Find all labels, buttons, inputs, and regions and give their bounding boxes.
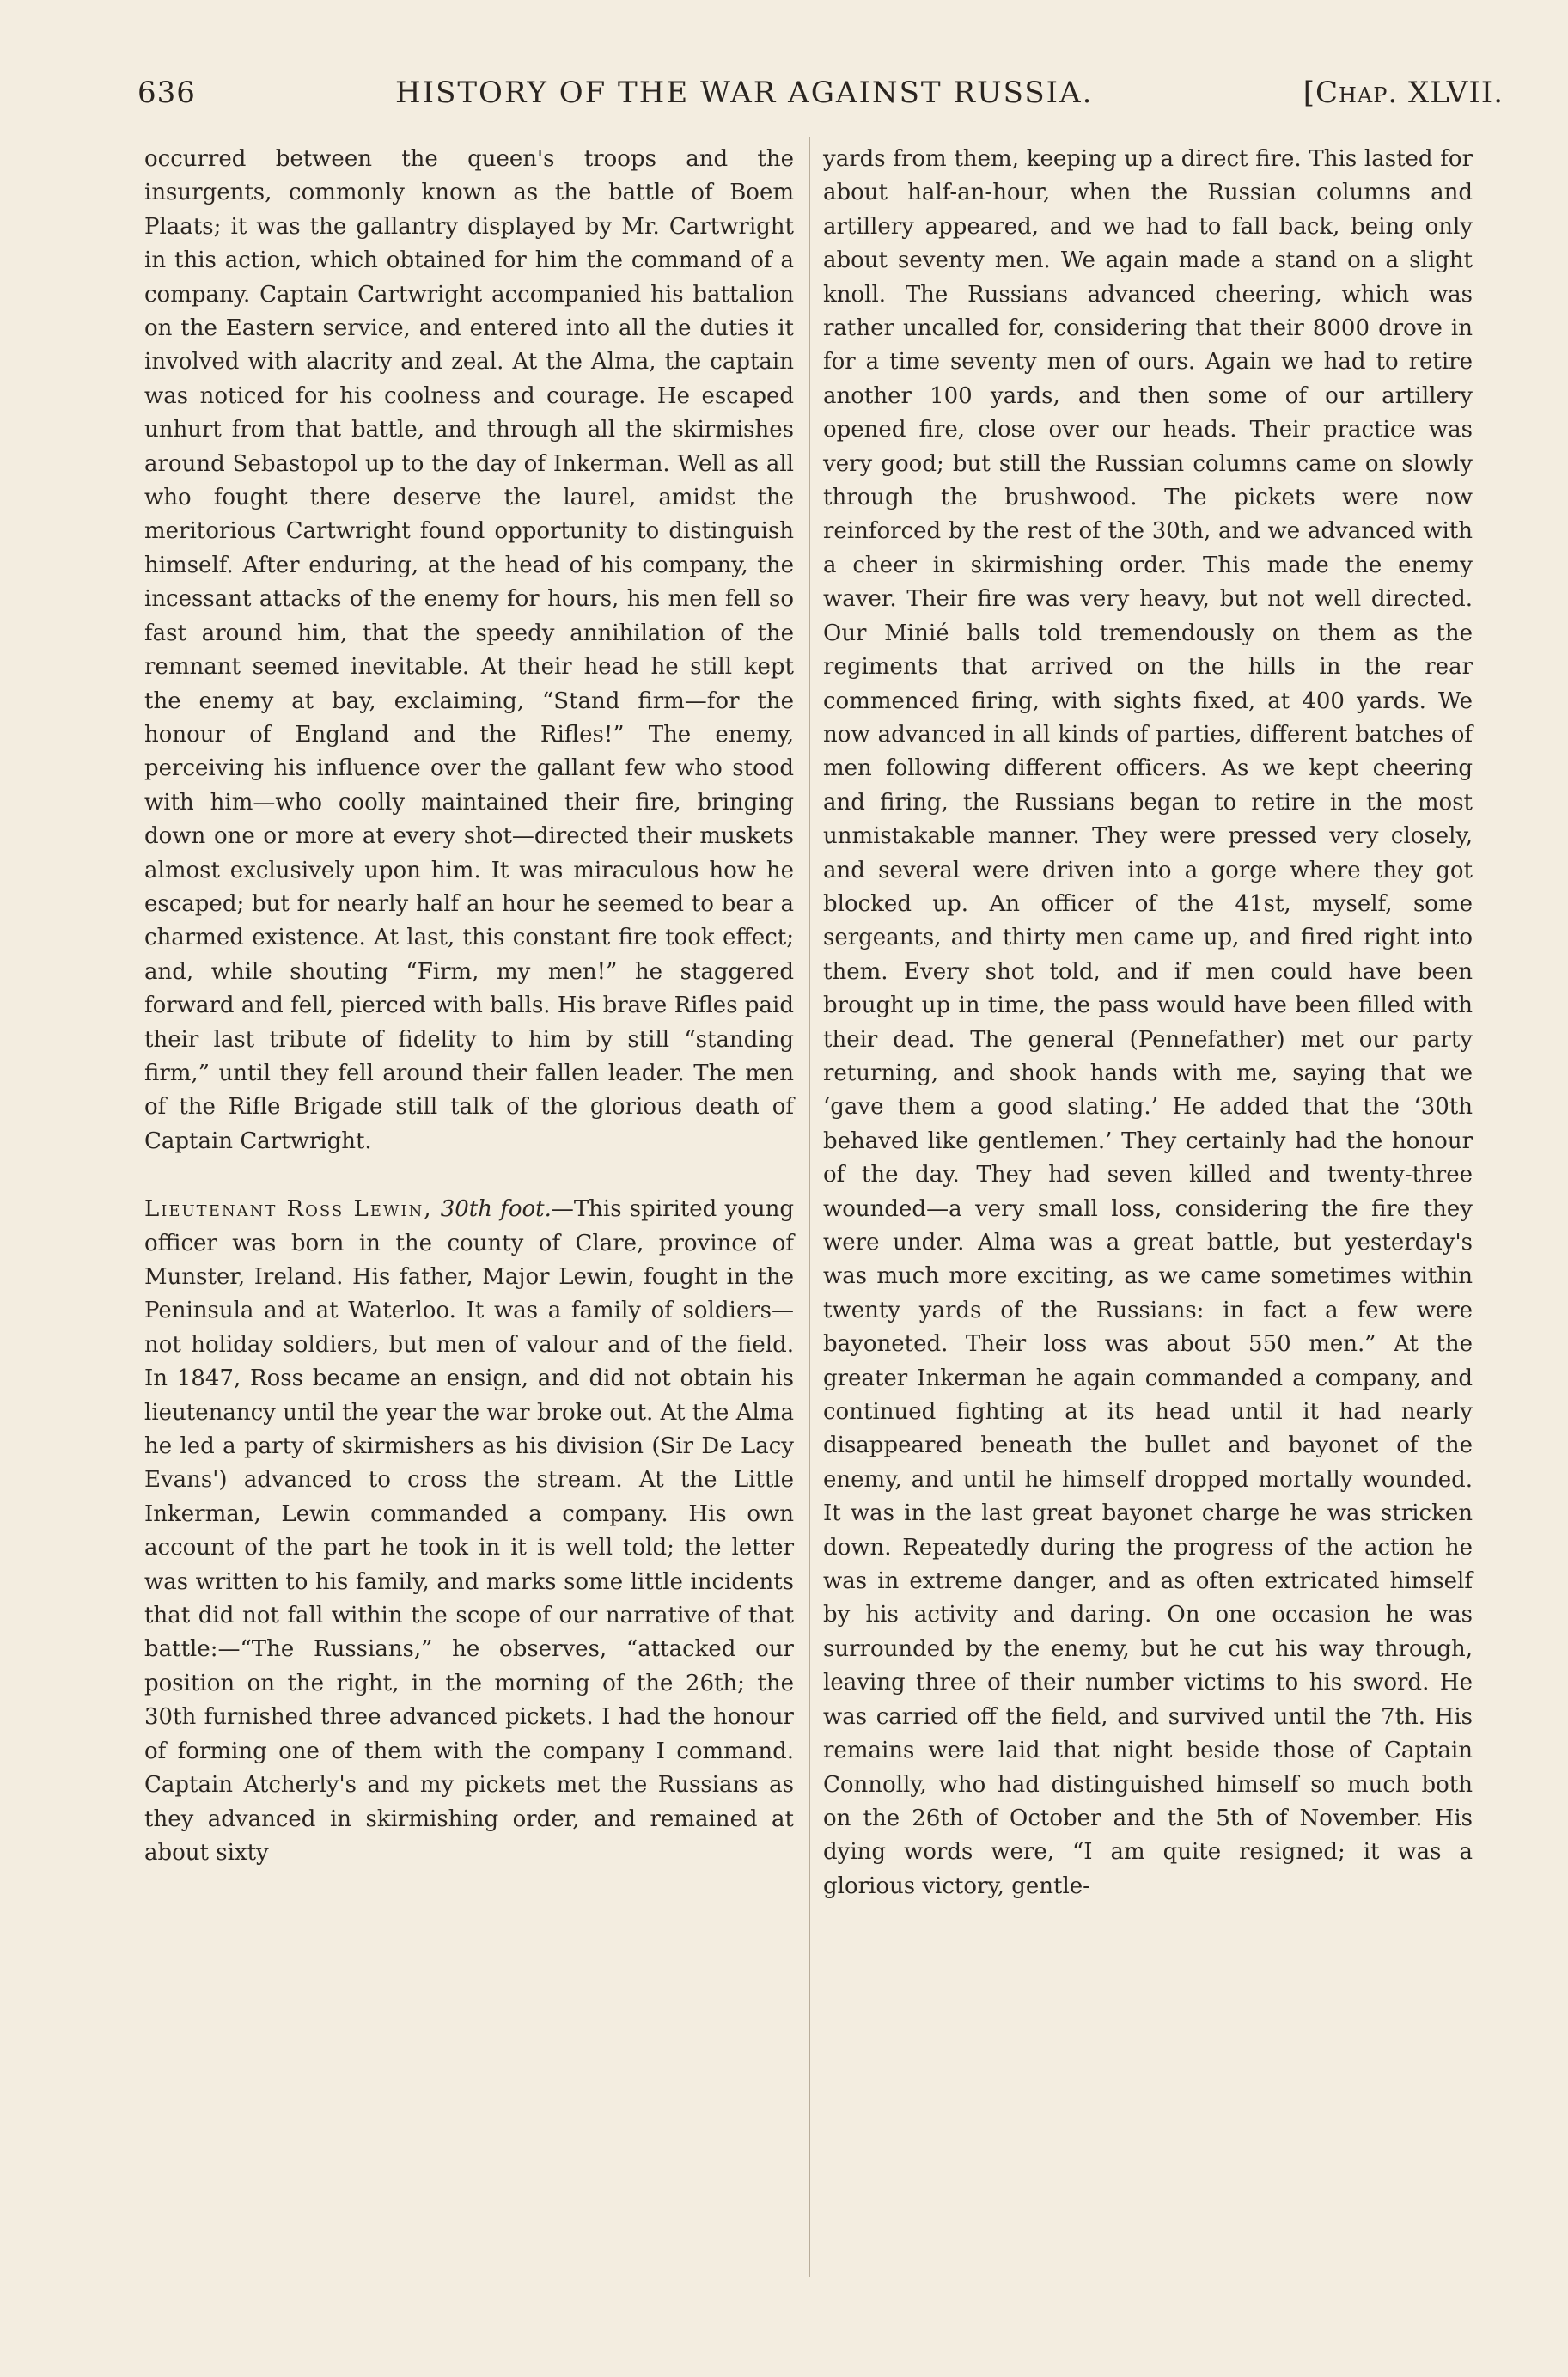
running-title: HISTORY OF THE WAR AGAINST RUSSIA.	[395, 76, 1094, 110]
column-divider	[809, 137, 810, 2277]
entry-heading: Lieutenant Ross Lewin,	[144, 1196, 433, 1223]
running-header	[137, 76, 1504, 124]
paragraph-cartwright: occurred between the queen's troops and the insurgents, commonly known as the battle of Boem Plaats; it was the gallantry displayed by Mr. Cartwright in this action, which obtained for him the command of a company. Captain Cartwright accompanied his battalion on the Eastern service, and entered into all the duties it involved with alacrity and zeal. At the Alma, the captain was noticed for his coolness and courage. He escaped unhurt from that battle, and through all the skirmishes around Sebastopol up to the day of Inkerman. Well as all who fought there deserve the laurel, amidst the meritorious Cartwright found opportunity to distinguish himself. After enduring, at the head of his company, the incessant attacks of the enemy for hours, his men fell so fast around him, that the speedy annihilation of the remnant seemed inevitable. At their head he still kept the enemy at bay, exclaiming, “Stand firm—for the honour of England and the Rifles!” The enemy, perceiving his influence over the gallant few who stood with him—who coolly maintained their fire, bringing down one or more at every shot—directed their muskets almost exclusively upon him. It was miraculous how he escaped; but for nearly half an hour he seemed to bear a charmed existence. At last, this constant fire took effect; and, while shouting “Firm, my men!” he staggered forward and fell, pierced with balls. His brave Rifles paid their last tribute of fidelity to him by still “standing firm,” until they fell around their fallen leader. The men of the Rifle Brigade still talk of the glorious death of Captain Cartwright.	[144, 146, 794, 1154]
page-number: 636	[137, 76, 196, 110]
paragraph-lewin	[144, 1193, 794, 1870]
entry-regiment: 30th foot.	[440, 1196, 552, 1223]
entry-body: —This spirited young officer was born in the county of Clare, province of Munster, Ireland. His father, Major Lewin, fought in the Peninsula and at Waterloo. It was a family of soldiers—not holiday soldiers, but men of valour and of the field. In 1847, Ross became an ensign, and did not obtain his lieutenancy until the year the war broke out. At the Alma he led a party of skirmishers as his division (Sir De Lacy Evans') advanced to cross the stream. At the Little Inkerman, Lewin commanded a company. His own account of the part he took in it is well told; the letter was written to his family, and marks some little incidents that did not fall within the scope of our narrative of that battle:—“The Russians,” he observes, “attacked our position on the right, in the morning of the 26th; the 30th furnished three advanced pickets. I had the honour of forming one of them with the company I command. Captain Atcherly's and my pickets met the Russians as they advanced in skirmishing order, and remained at about sixty	[144, 1196, 795, 1866]
paragraph-lewin-continued: yards from them, keeping up a direct fire. This lasted for about half-an-hour, when the Russian columns and artillery appeared, and we had to fall back, being only about seventy men. We again made a stand on a slight knoll. The Russians advanced cheering, which was rather uncalled for, considering that their 8000 drove in for a time seventy men of ours. Again we had to retire another 100 yards, and then some of our artillery opened fire, close over our heads. Their practice was very good; but still the Russian columns came on slowly through the brushwood. The pickets were now reinforced by the rest of the 30th, and we advanced with a cheer in skirmishing order. This made the enemy waver. Their fire was very heavy, but not well directed. Our Minié balls told tremendously on them as the regiments that arrived on the hills in the rear commenced firing, with sights fixed, at 400 yards. We now advanced in all kinds of parties, different batches of men following different officers. As we kept cheering and firing, the Russians began to retire in the most unmistakable manner. They were pressed very closely, and several were driven into a gorge where they got blocked up. An officer of the 41st, myself, some sergeants, and thirty men came up, and fired right into them. Every shot told, and if men could have been brought up in time, the pass would have been filled with their dead. The general (Pennefather) met our party returning, and shook hands with me, saying that we ‘gave them a good slating.’ He added that the ‘30th behaved like gentlemen.’ They certainly had the honour of the day. They had seven killed and twenty-three wounded—a very small loss, considering the fire they were under. Alma was a great battle, but yesterday's was much more exciting, as we came sometimes within twenty yards of the Russians: in fact a few were bayoneted. Their loss was about 550 men.” At the greater Inkerman he again commanded a company, and continued fighting at its head until it had nearly disappeared beneath the bullet and bayonet of the enemy, and until he himself dropped mortally wounded. It was in the last great bayonet charge he was stricken down. Repeatedly during the progress of the action he was in extreme danger, and as often extricated himself by his activity and daring. On one occasion he was surrounded by the enemy, but he cut his way through, leaving three of their number victims to his sword. He was carried off the field, and survived until the 7th. His remains were laid that night beside those of Captain Connolly, who had distinguished himself so much both on the 26th of October and the 5th of November. His dying words were, “I am quite resigned; it was a glorious victory, gentle-	[823, 146, 1473, 1899]
left-column	[144, 143, 794, 1870]
chapter-marker: [Chap. XLVII.	[1303, 76, 1504, 110]
right-column	[823, 143, 1473, 1903]
